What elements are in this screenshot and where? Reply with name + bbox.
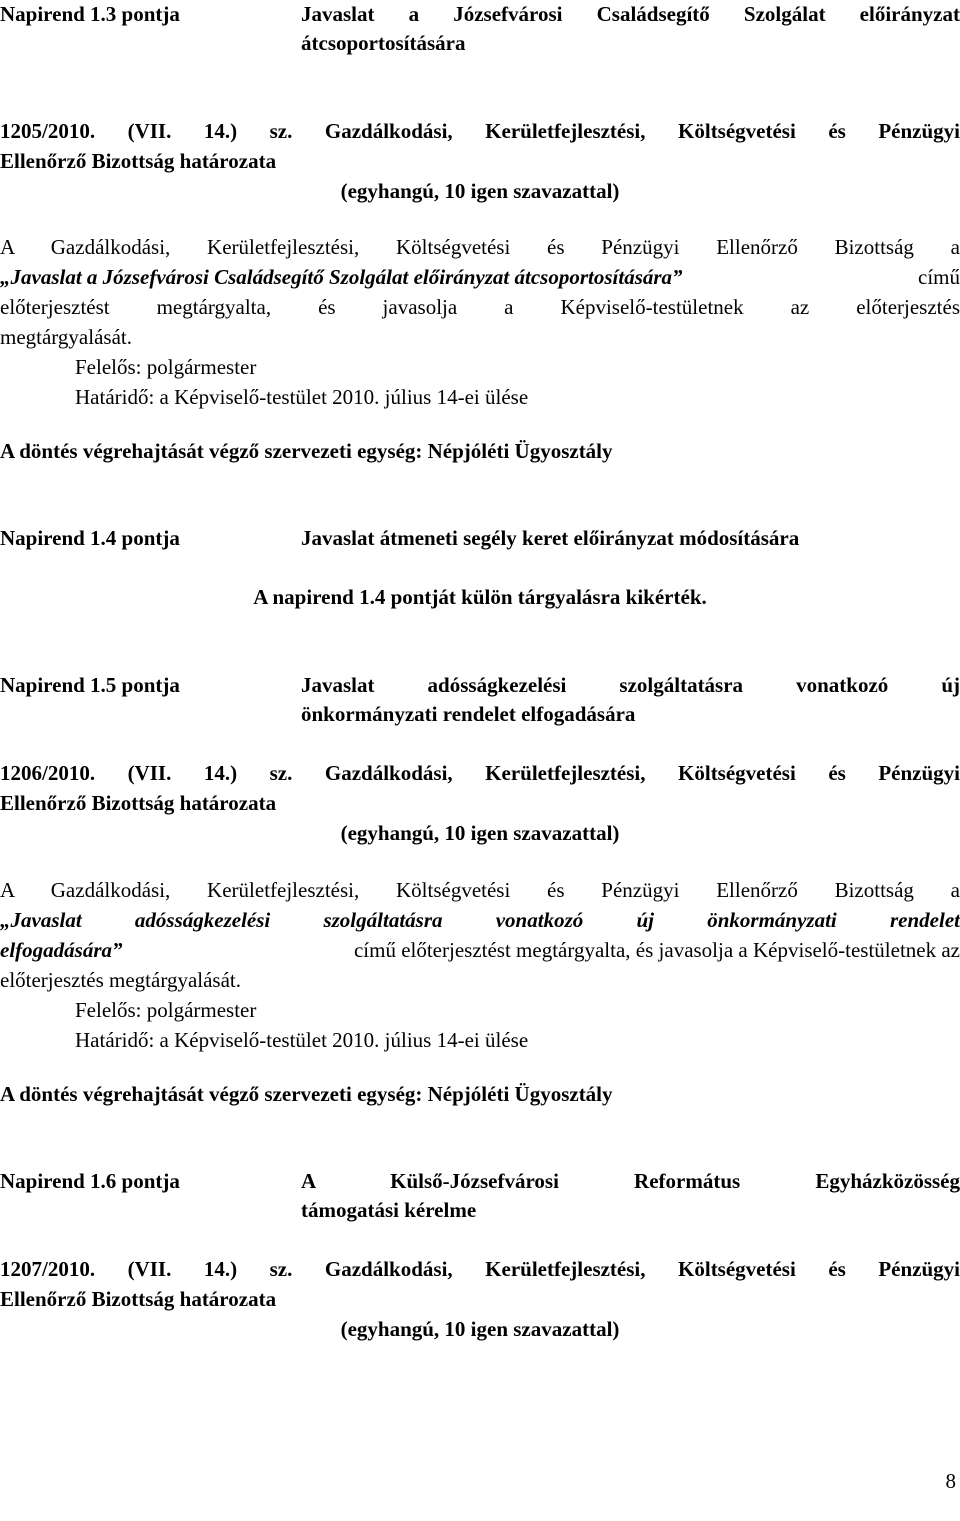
agenda-label: Napirend 1.4 pontja <box>0 526 180 550</box>
agenda-title-line: támogatási kérelme <box>301 1198 477 1222</box>
executor-line: A döntés végrehajtását végző szervezeti egység: Népjóléti Ügyosztály <box>0 1082 613 1106</box>
agenda-title-line: átcsoportosítására <box>301 31 466 55</box>
body-line-tail: című előterjesztést megtárgyalta, és javasolja a Képviselő-testületnek az <box>353 938 960 962</box>
resolution-header-1207 <box>0 1254 960 1344</box>
body-line <box>0 262 960 292</box>
agenda-item-1-4 <box>0 524 960 553</box>
body-line: megtárgyalását. <box>0 325 132 349</box>
deadline-line: Határidő: a Képviselő-testület 2010. július 14-ei ülése <box>75 385 529 409</box>
resolution-body-1206 <box>0 875 960 1055</box>
agenda-title-line: Javaslat adósságkezelési szolgáltatásra vonatkozó új <box>301 673 960 697</box>
agenda-item-1-6 <box>0 1167 960 1225</box>
vote-result: (egyhangú, 10 igen szavazattal) <box>340 1317 620 1341</box>
vote-result: (egyhangú, 10 igen szavazattal) <box>340 179 620 203</box>
agenda-title <box>301 0 960 58</box>
quoted-proposal-title: „Javaslat adósságkezelési szolgáltatásra vonatkozó új önkormányzati rendelet <box>0 908 960 932</box>
body-intro-line: A Gazdálkodási, Kerületfejlesztési, Költségvetési és Pénzügyi Ellenőrző Bizottság a <box>0 878 960 902</box>
resolution-committee-line: Ellenőrző Bizottság határozata <box>0 791 277 815</box>
agenda-title-line: Javaslat a Józsefvárosi Családsegítő Szolgálat előirányzat <box>301 2 960 26</box>
page-number: 8 <box>945 1469 956 1493</box>
separate-discussion-note: A napirend 1.4 pontját külön tárgyalásra kikérték. <box>253 585 707 609</box>
body-line: előterjesztés megtárgyalását. <box>0 968 242 992</box>
agenda-title <box>301 524 960 553</box>
executor-line: A döntés végrehajtását végző szervezeti egység: Népjóléti Ügyosztály <box>0 439 613 463</box>
vote-result: (egyhangú, 10 igen szavazattal) <box>340 821 620 845</box>
resolution-number-line: 1205/2010. (VII. 14.) sz. Gazdálkodási, Kerületfejlesztési, Költségvetési és Pénzügyi <box>0 119 960 143</box>
body-line: előterjesztést megtárgyalta, és javasolja a Képviselő-testületnek az előterjesztés <box>0 295 960 319</box>
quoted-proposal-title: „Javaslat a Józsefvárosi Családsegítő Szolgálat előirányzat átcsoportosítására” <box>0 265 683 289</box>
body-line <box>0 935 960 965</box>
agenda-title-line: A Külső-Józsefvárosi Református Egyházközösség <box>301 1169 960 1193</box>
resolution-number-line: 1206/2010. (VII. 14.) sz. Gazdálkodási, Kerületfejlesztési, Költségvetési és Pénzügyi <box>0 761 960 785</box>
deadline-line: Határidő: a Képviselő-testület 2010. július 14-ei ülése <box>75 1028 529 1052</box>
agenda-label: Napirend 1.5 pontja <box>0 673 180 697</box>
resolution-header-1205 <box>0 116 960 206</box>
resolution-committee-line: Ellenőrző Bizottság határozata <box>0 149 277 173</box>
body-intro-line: A Gazdálkodási, Kerületfejlesztési, Költségvetési és Pénzügyi Ellenőrző Bizottság a <box>0 235 960 259</box>
body-line-tail: című <box>918 265 960 289</box>
responsible-line: Felelős: polgármester <box>75 998 257 1022</box>
resolution-committee-line: Ellenőrző Bizottság határozata <box>0 1287 277 1311</box>
agenda-title <box>301 1167 960 1225</box>
responsible-line: Felelős: polgármester <box>75 355 257 379</box>
agenda-label: Napirend 1.3 pontja <box>0 2 180 26</box>
agenda-title-line: Javaslat átmeneti segély keret előirányzat módosítására <box>301 526 800 550</box>
agenda-item-1-5 <box>0 671 960 729</box>
agenda-label: Napirend 1.6 pontja <box>0 1169 180 1193</box>
quoted-proposal-title-end: elfogadására” <box>0 938 123 962</box>
agenda-title <box>301 671 960 729</box>
agenda-title-line: önkormányzati rendelet elfogadására <box>301 702 636 726</box>
resolution-number-line: 1207/2010. (VII. 14.) sz. Gazdálkodási, Kerületfejlesztési, Költségvetési és Pénzügyi <box>0 1257 960 1281</box>
resolution-header-1206 <box>0 758 960 848</box>
agenda-item-1-3 <box>0 0 960 58</box>
resolution-body-1205 <box>0 232 960 412</box>
